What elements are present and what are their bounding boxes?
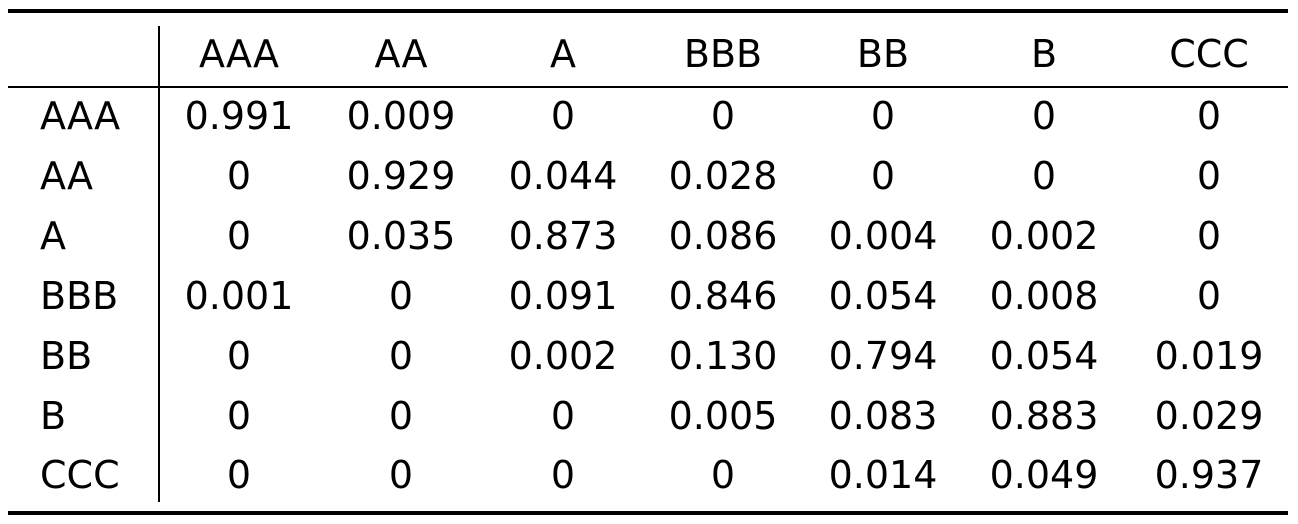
column-header: BBB — [683, 32, 763, 76]
row-label: BBB — [40, 274, 119, 318]
table-cell: 0 — [1031, 94, 1057, 138]
column-header: A — [550, 32, 576, 76]
table-cell: 0.035 — [346, 214, 456, 258]
table-cell: 0 — [550, 94, 576, 138]
column-header: B — [1030, 32, 1058, 76]
table-cell: 0 — [1196, 214, 1222, 258]
table-cell: 0 — [550, 394, 576, 438]
table-cell: 0.991 — [184, 94, 294, 138]
table-cell: 0 — [550, 453, 576, 497]
column-header: CCC — [1169, 32, 1249, 76]
table-cell: 0.054 — [989, 334, 1099, 378]
table-cell: 0.846 — [668, 274, 778, 318]
table-cell: 0 — [710, 94, 736, 138]
table-cell: 0 — [388, 394, 414, 438]
row-label: B — [40, 394, 67, 438]
table-cell: 0 — [388, 334, 414, 378]
table-cell: 0.049 — [989, 453, 1099, 497]
table-cell: 0 — [1196, 274, 1222, 318]
table-cell: 0.019 — [1154, 334, 1264, 378]
table-cell: 0.091 — [508, 274, 618, 318]
top-rule — [8, 9, 1288, 13]
table-cell: 0.014 — [828, 453, 938, 497]
table-cell: 0.008 — [989, 274, 1099, 318]
table-cell: 0.004 — [828, 214, 938, 258]
column-header: BB — [856, 32, 910, 76]
table-cell: 0.883 — [989, 394, 1099, 438]
bottom-rule — [8, 511, 1288, 515]
table-cell: 0.083 — [828, 394, 938, 438]
row-label-divider — [158, 26, 160, 502]
table-cell: 0 — [388, 274, 414, 318]
column-header: AA — [374, 32, 428, 76]
table-cell: 0.873 — [508, 214, 618, 258]
row-label: CCC — [40, 453, 120, 497]
row-label: BB — [40, 334, 93, 378]
table-cell: 0 — [388, 453, 414, 497]
table-cell: 0 — [226, 334, 252, 378]
table-cell: 0 — [870, 154, 896, 198]
table-cell: 0.009 — [346, 94, 456, 138]
row-label: A — [40, 214, 66, 258]
table-cell: 0.001 — [184, 274, 294, 318]
table-cell: 0 — [226, 453, 252, 497]
table-cell: 0 — [710, 453, 736, 497]
header-rule — [8, 86, 1288, 88]
table-cell: 0 — [1031, 154, 1057, 198]
table-cell: 0.002 — [989, 214, 1099, 258]
table-cell: 0 — [226, 154, 252, 198]
table-cell: 0 — [1196, 154, 1222, 198]
table-cell: 0.130 — [668, 334, 778, 378]
table-cell: 0.937 — [1154, 453, 1264, 497]
table-cell: 0.044 — [508, 154, 618, 198]
table-cell: 0 — [870, 94, 896, 138]
row-label: AAA — [40, 94, 121, 138]
table-cell: 0.005 — [668, 394, 778, 438]
table-cell: 0.929 — [346, 154, 456, 198]
table-cell: 0.002 — [508, 334, 618, 378]
table-cell: 0.028 — [668, 154, 778, 198]
column-header: AAA — [198, 32, 280, 76]
table-cell: 0.794 — [828, 334, 938, 378]
table-cell: 0 — [226, 394, 252, 438]
table-cell: 0.029 — [1154, 394, 1264, 438]
table-cell: 0.054 — [828, 274, 938, 318]
table-cell: 0.086 — [668, 214, 778, 258]
table-cell: 0 — [226, 214, 252, 258]
row-label: AA — [40, 154, 94, 198]
table-cell: 0 — [1196, 94, 1222, 138]
